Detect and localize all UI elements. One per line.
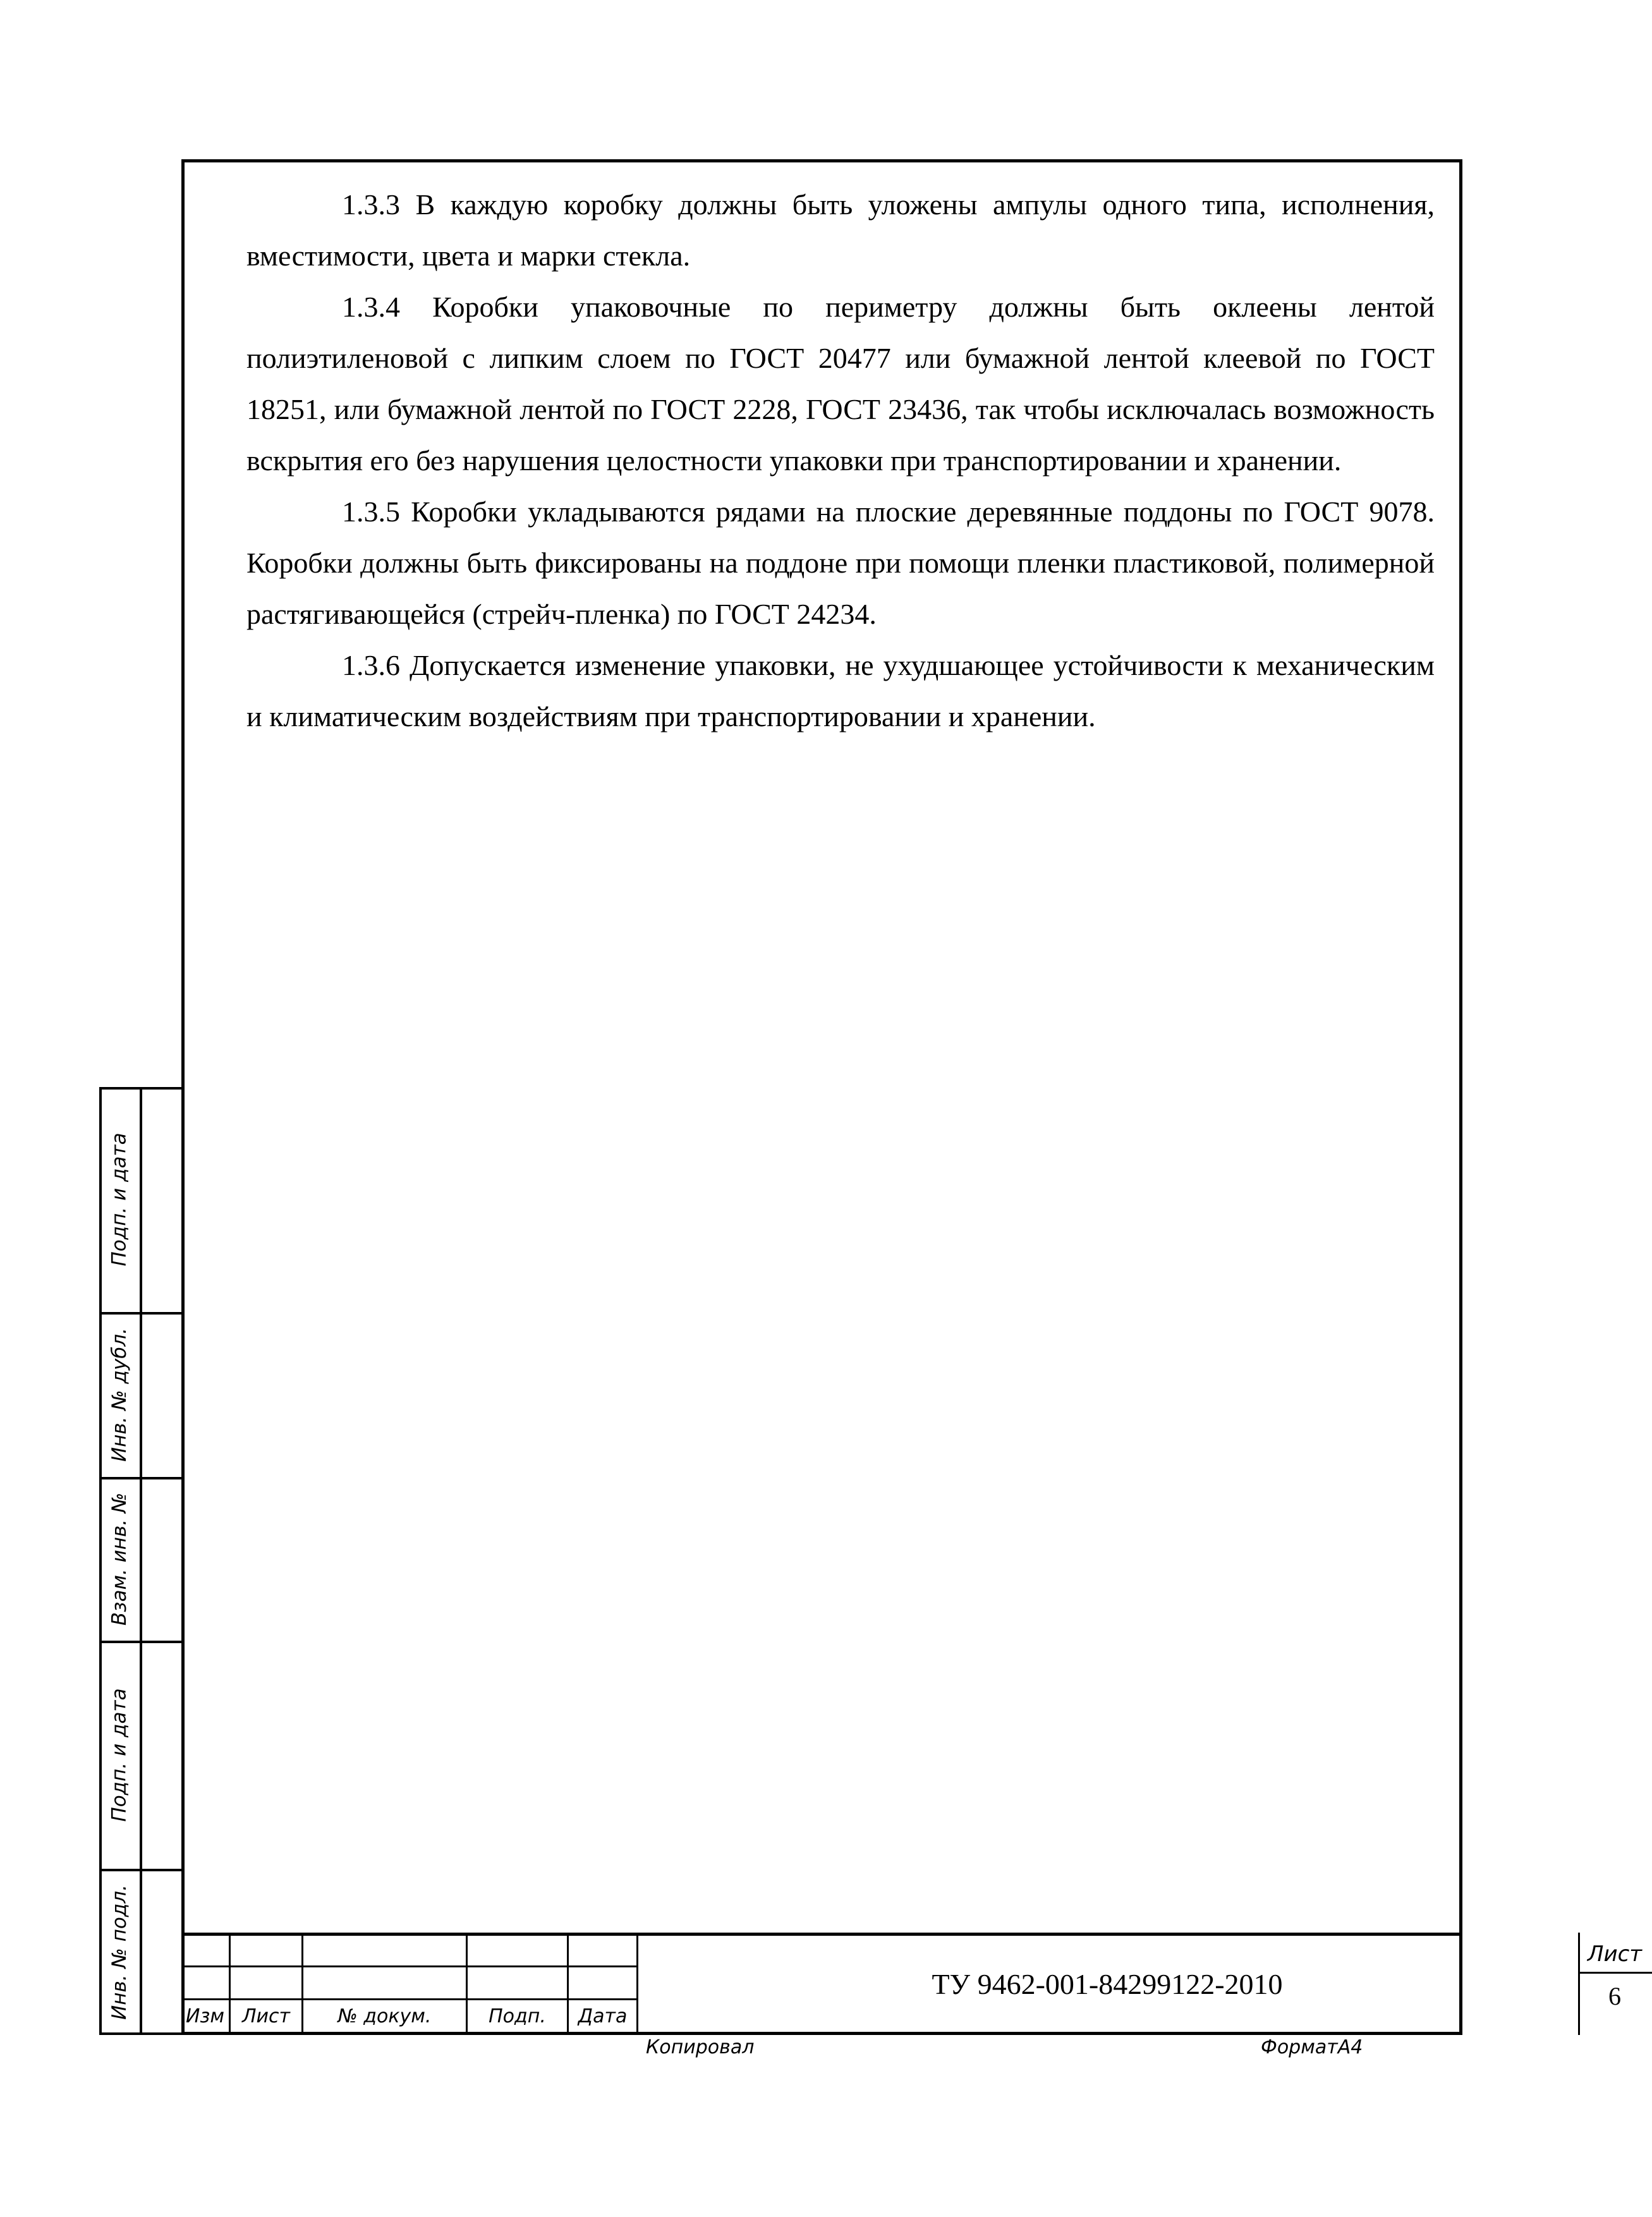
paragraph-1-3-4: 1.3.4 Коробки упаковочные по периметру должны быть оклеены лентой полиэтиленовой с липким слоем по ГОСТ 20477 или бумажной лентой клеевой по ГОСТ 18251, или бумажной лентой по ГОСТ 2228, ГОСТ 23436, так чтобы исключалась возможность вскрытия его без нарушения целостности упаковки при транспортировании и хранении. [246, 291, 1435, 477]
sheet-label: Лист [1587, 1941, 1643, 1967]
side-label-sign-date-1: Подп. и дата [108, 1133, 131, 1266]
sheet-box-divider [1578, 1972, 1652, 1974]
paragraph-1-3-6: 1.3.6 Допускается изменение упаковки, не ухудшающее устойчивости к механическим и климатическим воздействиям при транспортировании и хранении. [246, 649, 1435, 732]
column-label-signature: Подп. [489, 2005, 546, 2027]
document-code: ТУ 9462-001-84299122-2010 [932, 1967, 1283, 2000]
side-label-replace-inv: Взам. инв. № [108, 1492, 131, 1625]
column-label-change: Изм [185, 2005, 225, 2027]
column-label-doc-number: № докум. [337, 2005, 432, 2027]
footer-copied: Копировал [646, 2036, 755, 2058]
side-stamp-divider [140, 1087, 142, 2035]
side-stamp [99, 1087, 185, 2035]
document-body [246, 179, 1435, 742]
side-label-sign-date-2: Подп. и дата [108, 1687, 131, 1822]
sheet-number: 6 [1608, 1981, 1621, 2010]
paragraph-1-3-5: 1.3.5 Коробки укладываются рядами на плоские деревянные поддоны по ГОСТ 9078. Коробки должны быть фиксированы на поддоне при помощи пленки пластиковой, полимерной растягивающейся (стрейч-пленка) по ГОСТ 24234. [246, 495, 1435, 630]
footer-format: ФорматА4 [1261, 2036, 1363, 2058]
paragraph-1-3-3: 1.3.3 В каждую коробку должны быть уложены ампулы одного типа, исполнения, вместимости, цвета и марки стекла. [246, 188, 1435, 272]
side-label-dup-inv: Инв. № дубл. [108, 1327, 131, 1462]
column-label-sheet: Лист [241, 2005, 291, 2027]
title-block [181, 1933, 1643, 2035]
side-label-orig-inv: Инв. № подл. [108, 1884, 131, 2020]
column-label-date: Дата [578, 2005, 628, 2027]
